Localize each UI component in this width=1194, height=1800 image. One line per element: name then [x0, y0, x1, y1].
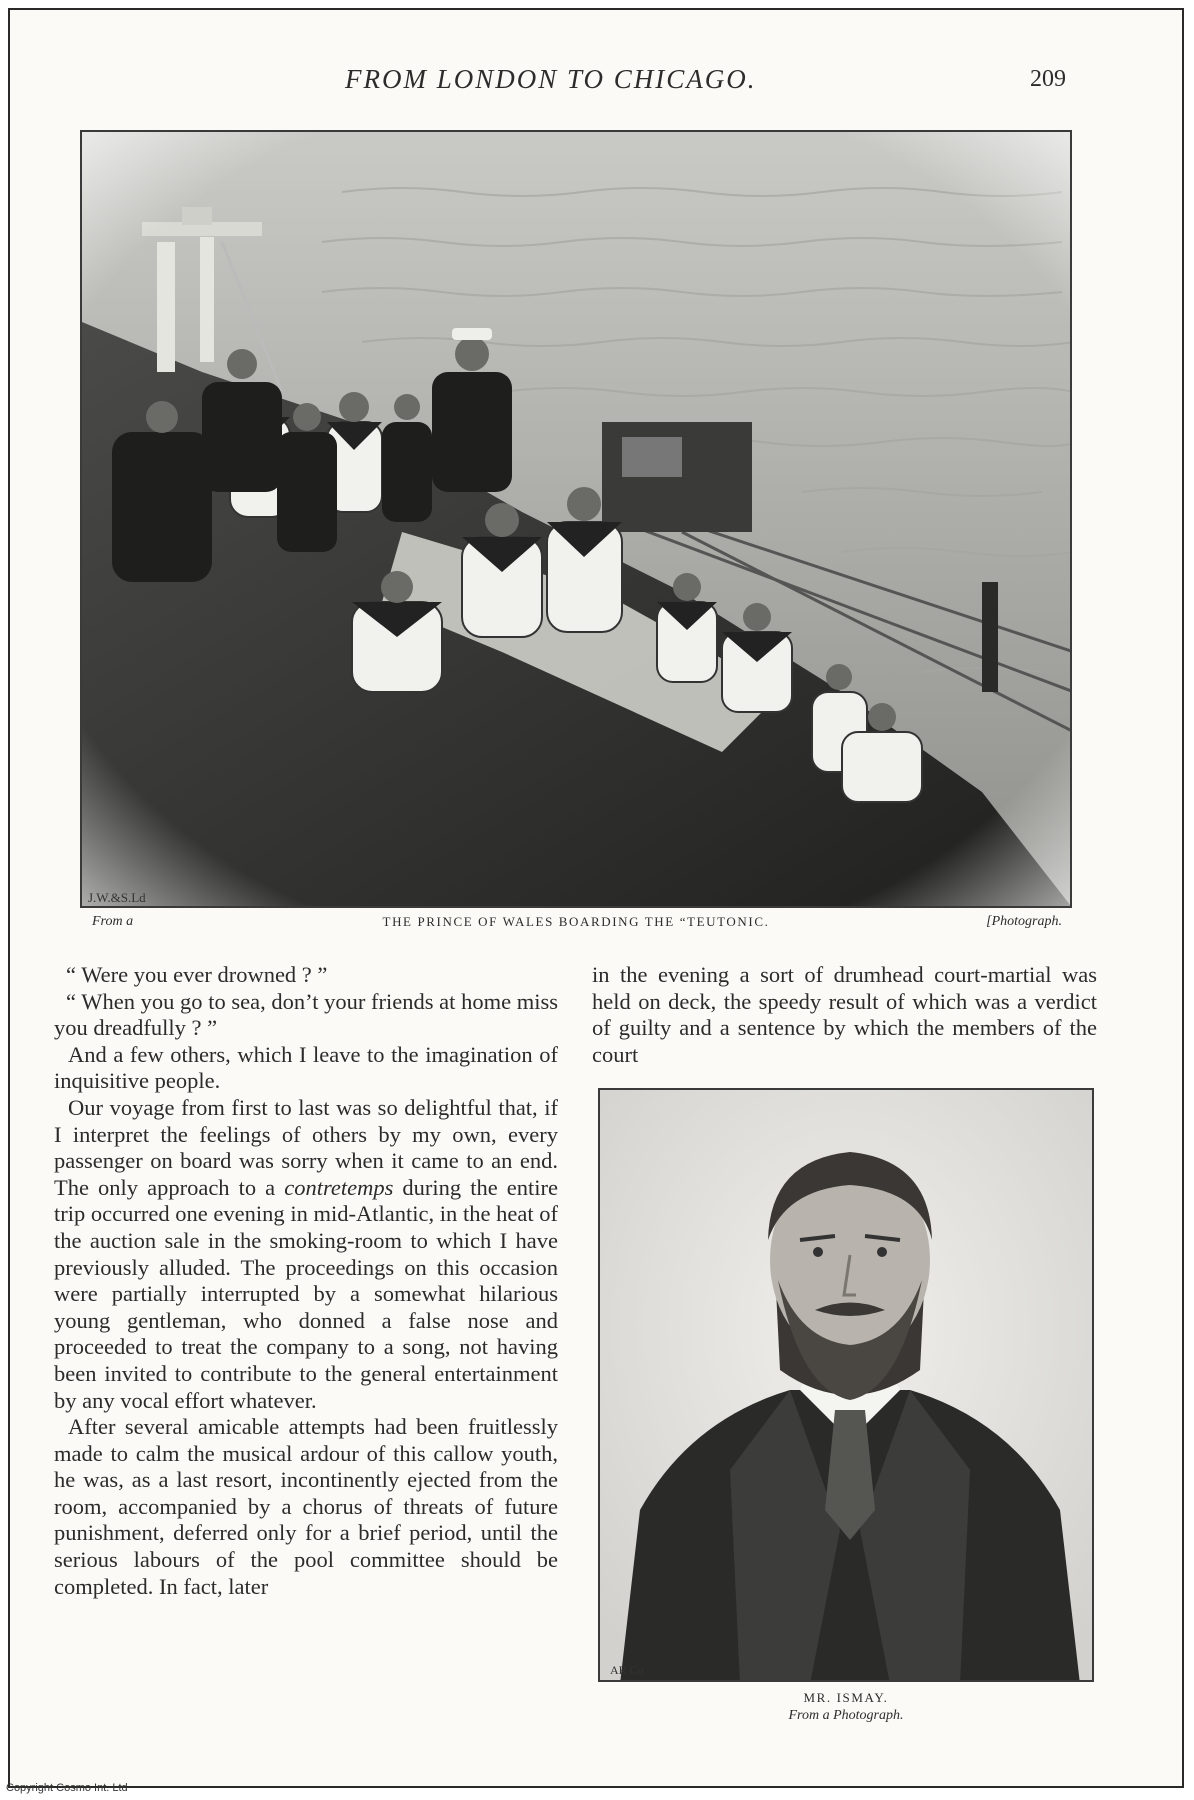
caption-name: MR. ISMAY. [803, 1690, 889, 1705]
paragraph: “ When you go to sea, don’t your friends at home miss you dreadfully ? ” [54, 988, 558, 1041]
copyright-notice: Copyright Cosmo Int. Ltd [6, 1782, 128, 1794]
top-photo-caption [80, 914, 1072, 936]
caption-title: THE PRINCE OF WALES BOARDING THE “TEUTONIC. [382, 914, 770, 929]
running-title: FROM LONDON TO CHICAGO. [345, 64, 757, 94]
engraver-mark-top: J.W.&S.Ld [88, 890, 146, 905]
italic-term: contretemps [284, 1174, 394, 1200]
text-run: Our voyage from first to last was so delightful that, if I interpret the feelings of others by my own, every passenger on board was sorry when it came to an end. The only approach to a [54, 1094, 558, 1200]
text-run: during the entire trip occurred one evening in mid-Atlantic, in the heat of the auction sale in the smoking-room to which I have previously alluded. The proceedings on this occasion were partially interrupted by a somewhat hilarious young gentleman, who donned a false nose and proceeded to treat the company to a song, not having been invited to contribute to the general entertainment by any vocal effort whatever. [54, 1174, 559, 1413]
paragraph: “ Were you ever drowned ? ” [66, 962, 328, 987]
caption-source: From a Photograph. [788, 1708, 904, 1723]
engraver-mark-portrait: AR Co [610, 1663, 644, 1677]
paragraph: in the evening a sort of drumhead court-martial was held on deck, the speedy result of which was a verdict of guilty and a sentence by which the members of the court [592, 962, 1097, 1067]
left-text-column [54, 962, 558, 1600]
paragraph [54, 1095, 558, 1414]
right-text-column [592, 962, 1097, 1068]
ismay-portrait-photo [598, 1088, 1094, 1682]
paragraph: After several amicable attempts had been fruitlessly made to calm the musical ardour of this callow youth, he was, as a last resort, incontinently ejected from the room, accompanied by a chorus of threats of future punishment, deferred only for a brief period, until the serious labours of the pool committee should be completed. In fact, later [54, 1414, 558, 1599]
caption-from: From a [92, 914, 134, 929]
portrait-caption [598, 1690, 1094, 1724]
caption-photograph: [Photograph. [986, 914, 1062, 929]
prince-of-wales-photo [80, 130, 1072, 908]
page-number: 209 [1030, 66, 1066, 92]
paragraph: And a few others, which I leave to the imagination of inquisitive people. [54, 1041, 558, 1094]
